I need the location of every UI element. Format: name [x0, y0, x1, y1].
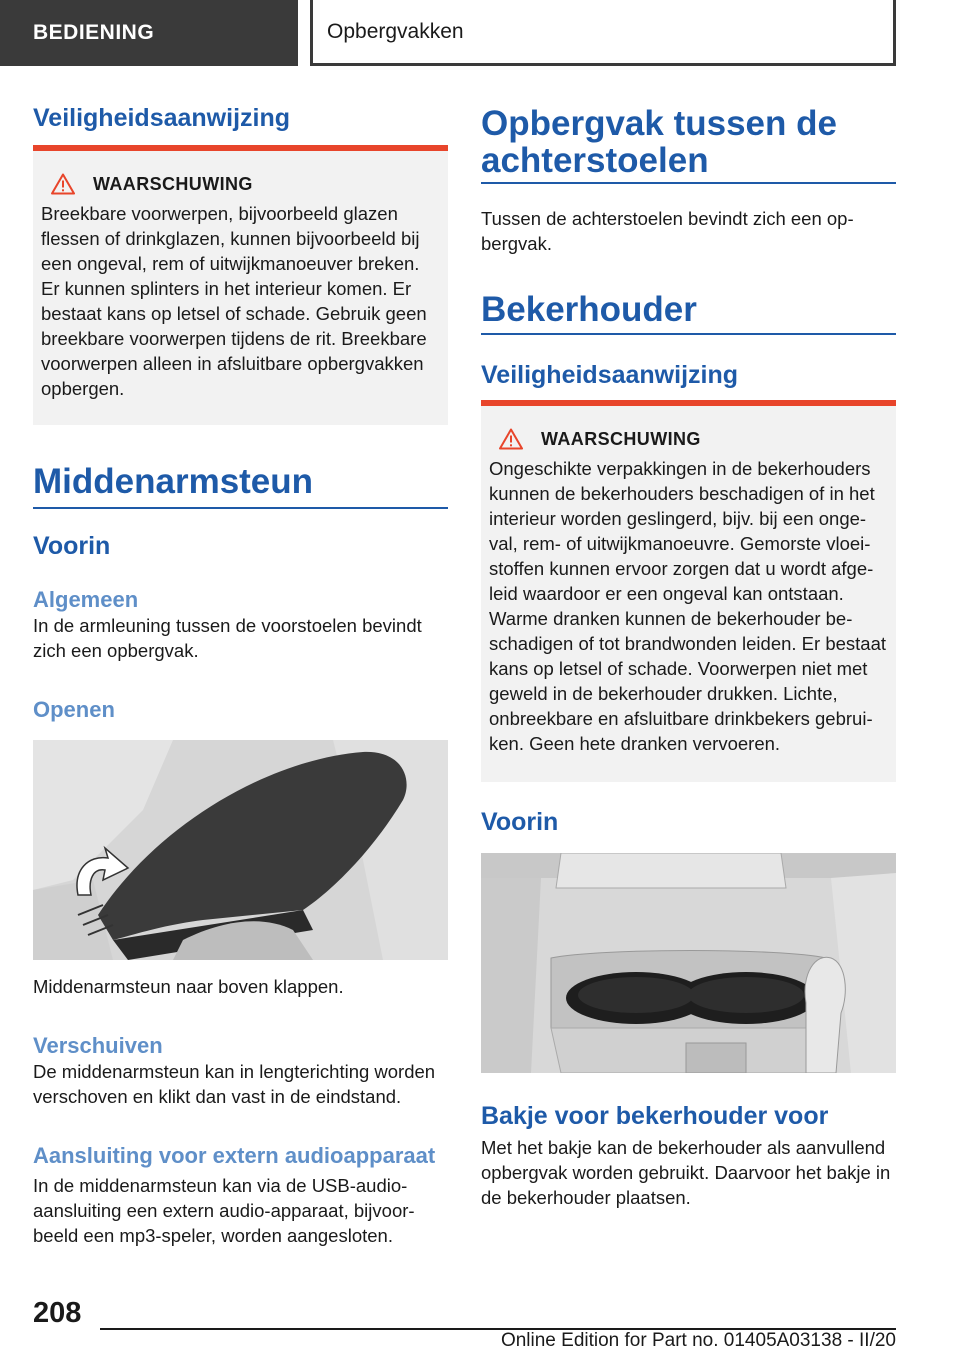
warning-box: [33, 145, 448, 425]
armrest-illustration: [33, 740, 448, 960]
warning-triangle-icon: [51, 173, 75, 195]
tray-text: Met het bakje kan de bekerhouder als aanvullend opbergvak worden gebruikt. Daarvoor het bakje in de bekerhouder plaatsen.: [481, 1137, 891, 1208]
heading-tray: Bakje voor bekerhouder voor: [481, 1102, 829, 1130]
move-text: De middenarmsteun kan in lengterichting worden verschoven en klikt dan vast in de eindstand.: [33, 1061, 436, 1108]
warning-title: [489, 428, 888, 450]
armrest-figure: [33, 740, 448, 960]
warning-box: [481, 400, 896, 782]
edition-text: Online Edition for Part no. 01405A03138 - II/20: [500, 1330, 896, 1351]
heading-audio: Aansluiting voor extern audioapparaat: [33, 1143, 436, 1168]
safety-heading: Veiligheidsaanwijzing: [33, 104, 291, 132]
section-tab: BEDIENING: [0, 0, 298, 66]
main-heading-armrest: Middenarmsteun: [33, 462, 314, 501]
sub-heading-front: Voorin: [33, 532, 111, 560]
sub-heading-front: Voorin: [481, 808, 559, 836]
chapter-tab: Opbergvakken: [310, 0, 896, 66]
warning-title-text: WAARSCHUWING: [541, 428, 701, 449]
cupholder-figure: [481, 853, 896, 1073]
audio-text: In de middenarmsteun kan via de USB-audioaansluiting een extern audio-apparaat, bijvoorbeeld een mp3-speler, worden aangesloten.: [33, 1175, 415, 1247]
warning-title-text: WAARSCHUWING: [93, 173, 253, 194]
main-heading-cupholder: Bekerhouder: [481, 290, 697, 329]
page-number: 208: [33, 1297, 82, 1329]
storage-text: Tussen de achterstoelen bevindt zich een opbergvak.: [481, 208, 854, 254]
heading-rule: [481, 333, 896, 335]
warning-title: [41, 173, 440, 195]
warning-triangle-icon: [499, 428, 523, 450]
main-heading-rear-storage: Opbergvak tussen de achterstoelen: [481, 104, 837, 180]
figure-caption: Middenarmsteun naar boven klappen.: [33, 976, 344, 997]
warning-text: Breekbare voorwerpen, bijvoorbeeld glazen flessen of drinkglazen, kunnen bijvoorbeeld bij een ongeval, rem of uitwijkmanoeuver breken. Er kunnen splinters in het interieur komen. Er bestaat kans op letsel of schade. Gebruik geen breekbare voorwerpen tijdens de rit. Breekbare voorwerpen alleen in afsluitbare opbergvakken opbergen.: [41, 203, 427, 399]
cupholder-illustration: [481, 853, 896, 1073]
warning-text: Ongeschikte verpakkingen in de bekerhouders kunnen de bekerhouders beschadigen of in het interieur worden geslingerd, bijv. bij een ongeval, rem- of uitwijkmanoeuvre. Gemorste vloeistoffen kunnen ervoor zorgen dat u wordt afgeleid waardoor er een ongeval kan ontstaan. Warme dranken kunnen de bekerhouder beschadigen of tot brandwonden leiden. Er bestaat kans op letsel of schade. Voorwerpen niet met geweld in de bekerhouder drukken. Lichte, onbreekbare en afsluitbare drinkbekers gebruiken. Geen hete dranken vervoeren.: [489, 458, 887, 754]
general-text: In de armleuning tussen de voorstoelen bevindt zich een opbergvak.: [33, 615, 422, 662]
heading-rule: [33, 507, 448, 509]
heading-general: Algemeen: [33, 587, 139, 612]
safety-heading: Veiligheidsaanwijzing: [481, 361, 739, 389]
heading-move: Verschuiven: [33, 1033, 163, 1058]
heading-open: Openen: [33, 697, 115, 722]
page-header: [0, 0, 960, 66]
heading-rule: [481, 182, 896, 184]
